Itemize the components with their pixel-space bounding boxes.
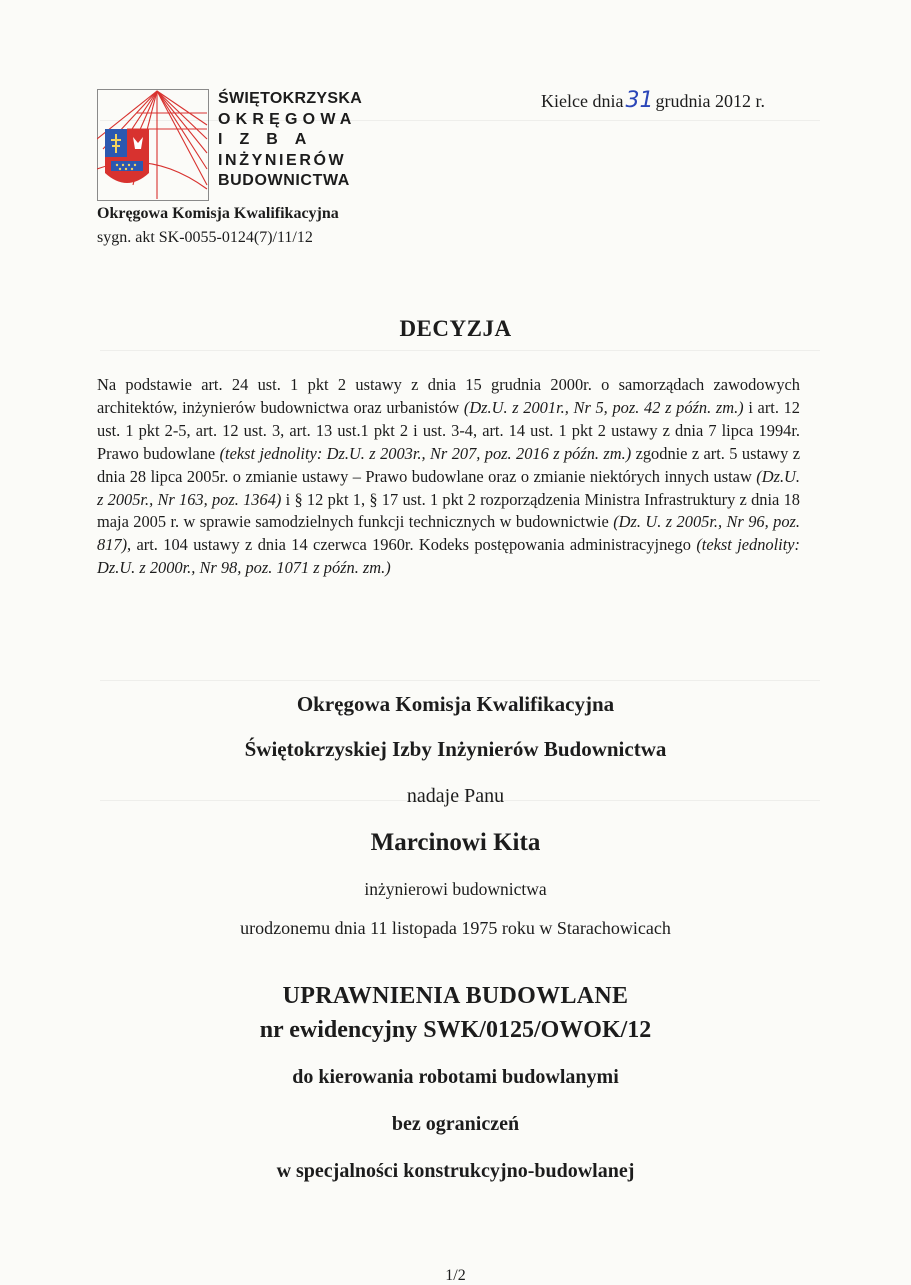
license-title: UPRAWNIENIA BUDOWLANE — [282, 983, 629, 1009]
recipient-name: Marcinowi Kita — [370, 829, 541, 856]
legal-text: i § 12 pkt 1, § 17 ust. 1 pkt 2 rozporządzenia Ministra Infrastruktury z dnia 18 maja 2005 r. w sprawie samodzielnych funkcji technicznych w budownictwie — [97, 489, 800, 532]
logo-line-5: BUDOWNICTWA — [218, 172, 350, 189]
committee-name: Okręgowa Komisja Kwalifikacyjna — [296, 692, 615, 716]
file-reference: sygn. akt SK-0055-0124(7)/11/12 — [97, 229, 313, 246]
bleed-through-line — [100, 120, 820, 121]
license-specialty: w specjalności konstrukcyjno-budowlanej — [276, 1160, 635, 1182]
legal-citation: (tekst jednolity: Dz.U. z 2000r., Nr 98, poz. 1071 z późn. zm.) — [97, 535, 801, 578]
handwritten-day: 31 — [625, 88, 654, 113]
document-title: DECYZJA — [399, 316, 512, 341]
logo-line-2: OKRĘGOWA — [218, 110, 357, 128]
bleed-through-line — [100, 680, 820, 681]
logo-line-1: ŚWIĘTOKRZYSKA — [218, 90, 363, 107]
legal-text: Na podstawie art. 24 ust. 1 pkt 2 ustawy z dnia 15 grudnia 2000r. o samorządach zawodowych architektów, inżynierów budownictwa oraz urbanistów — [97, 375, 800, 417]
coat-of-arms-logo — [97, 89, 209, 201]
legal-citation: (Dz.U. z 2001r., Nr 5, poz. 42 z późn. zm.) — [463, 397, 744, 417]
logo-text — [218, 89, 362, 192]
license-scope: do kierowania robotami budowlanymi — [292, 1066, 619, 1088]
logo-line-4: INŻYNIERÓW — [218, 151, 347, 169]
recipient-birth: urodzonemu dnia 11 listopada 1975 roku w Starachowicach — [240, 918, 671, 938]
bleed-through-line — [100, 350, 820, 351]
grants-text: nadaje Panu — [406, 785, 505, 807]
license-limits: bez ograniczeń — [391, 1113, 520, 1135]
legal-citation: (Dz.U. z 2005r., Nr 163, poz. 1364) — [97, 466, 800, 509]
page-number: 1/2 — [445, 1267, 466, 1284]
place-date-suffix: grudnia 2012 r. — [655, 91, 765, 111]
legal-text: , art. 104 ustawy z dnia 14 czerwca 1960r. Kodeks postępowania administracyjnego — [127, 535, 697, 555]
logo-line-3: IZBA — [218, 131, 324, 148]
legal-text: i art. 12 ust. 1 pkt 2-5, art. 12 ust. 3, art. 13 ust.1 pkt 2 i ust. 3-4, art. 14 ust. 1 pkt 2 ustawy z dnia 7 lipca 1994r. Prawo budowlane — [97, 397, 800, 463]
issuing-organization: Okręgowa Komisja Kwalifikacyjna — [97, 205, 339, 222]
place-date-prefix: Kielce dnia — [541, 91, 624, 111]
registry-number: nr ewidencyjny SWK/0125/OWOK/12 — [259, 1017, 652, 1043]
legal-basis-paragraph — [97, 374, 800, 580]
legal-citation: (tekst jednolity: Dz.U. z 2003r., Nr 207, poz. 2016 z późn. zm.) — [219, 443, 632, 463]
legal-text: zgodnie z art. 5 ustawy z dnia 28 lipca 2005r. o zmianie ustawy – Prawo budowlane oraz o zmianie niektórych innych ustaw — [97, 443, 800, 486]
chamber-name: Świętokrzyskiej Izby Inżynierów Budownictwa — [244, 737, 667, 761]
legal-citation: (Dz. U. z 2005r., Nr 96, poz. 817) — [97, 512, 801, 555]
recipient-profession: inżynierowi budownictwa — [364, 879, 547, 899]
place-date — [541, 88, 765, 113]
